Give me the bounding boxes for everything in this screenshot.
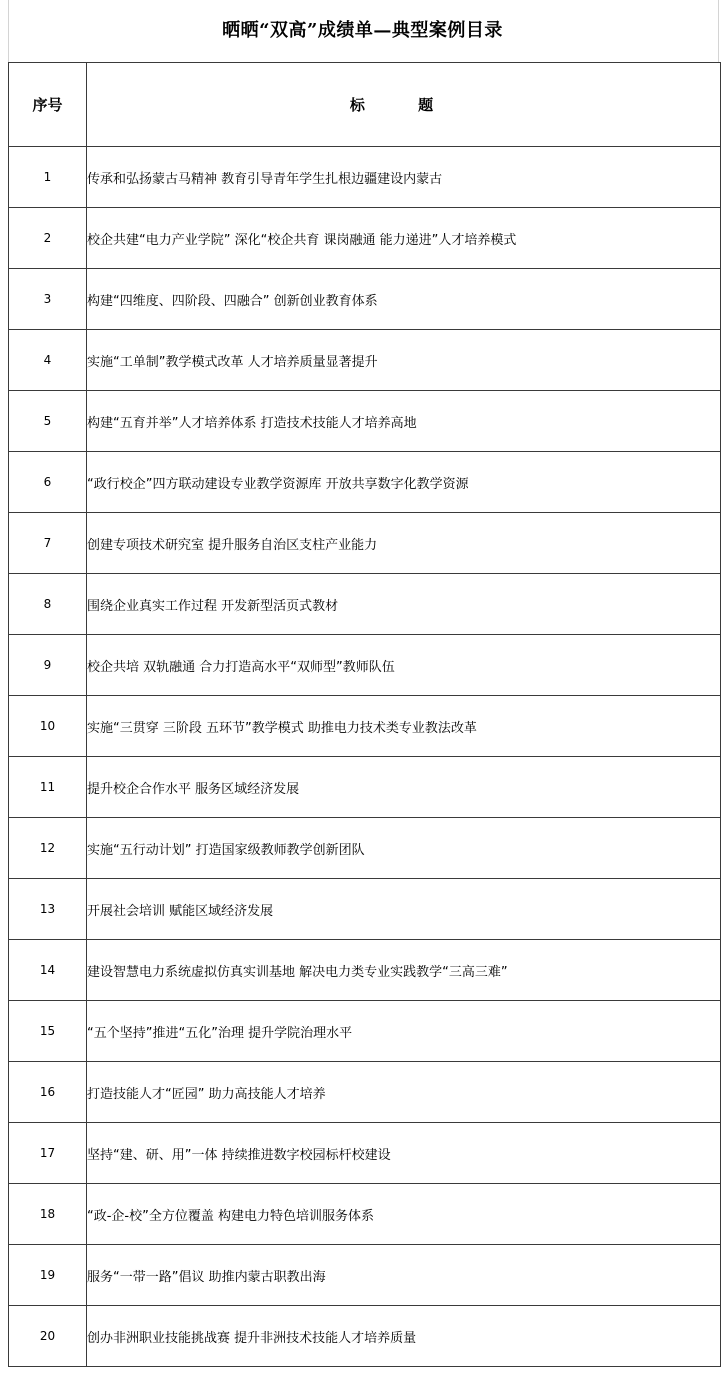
row-number: 17 <box>9 1123 87 1184</box>
table-row <box>9 391 721 452</box>
column-header-title: 标 题 <box>87 63 721 147</box>
table-row <box>9 208 721 269</box>
row-title: 校企共建“电力产业学院” 深化“校企共育 课岗融通 能力递进”人才培养模式 <box>87 208 721 269</box>
row-title: 开展社会培训 赋能区域经济发展 <box>87 879 721 940</box>
table-row <box>9 1062 721 1123</box>
table-row <box>9 1123 721 1184</box>
row-number: 2 <box>9 208 87 269</box>
table-row <box>9 269 721 330</box>
row-number: 8 <box>9 574 87 635</box>
row-title: 创办非洲职业技能挑战赛 提升非洲技术技能人才培养质量 <box>87 1306 721 1367</box>
row-title: 服务“一带一路”倡议 助推内蒙古职教出海 <box>87 1245 721 1306</box>
row-title: 创建专项技术研究室 提升服务自治区支柱产业能力 <box>87 513 721 574</box>
row-title: 构建“四维度、四阶段、四融合” 创新创业教育体系 <box>87 269 721 330</box>
row-number: 3 <box>9 269 87 330</box>
table-row <box>9 757 721 818</box>
row-title: 提升校企合作水平 服务区域经济发展 <box>87 757 721 818</box>
row-title: 实施“五行动计划” 打造国家级教师教学创新团队 <box>87 818 721 879</box>
row-title: “政行校企”四方联动建设专业教学资源库 开放共享数字化教学资源 <box>87 452 721 513</box>
row-title: 打造技能人才“匠园” 助力高技能人才培养 <box>87 1062 721 1123</box>
row-title: “政-企-校”全方位覆盖 构建电力特色培训服务体系 <box>87 1184 721 1245</box>
row-title: 传承和弘扬蒙古马精神 教育引导青年学生扎根边疆建设内蒙古 <box>87 147 721 208</box>
row-title: 校企共培 双轨融通 合力打造高水平“双师型”教师队伍 <box>87 635 721 696</box>
row-number: 5 <box>9 391 87 452</box>
row-title: 建设智慧电力系统虚拟仿真实训基地 解决电力类专业实践教学“三高三难” <box>87 940 721 1001</box>
row-number: 20 <box>9 1306 87 1367</box>
table-row <box>9 635 721 696</box>
table-row <box>9 940 721 1001</box>
table-header-row <box>9 63 721 147</box>
table-row <box>9 513 721 574</box>
row-title: 围绕企业真实工作过程 开发新型活页式教材 <box>87 574 721 635</box>
row-title: 构建“五育并举”人才培养体系 打造技术技能人才培养高地 <box>87 391 721 452</box>
row-number: 12 <box>9 818 87 879</box>
column-header-number: 序号 <box>9 63 87 147</box>
row-number: 4 <box>9 330 87 391</box>
row-number: 1 <box>9 147 87 208</box>
row-number: 11 <box>9 757 87 818</box>
row-number: 13 <box>9 879 87 940</box>
row-number: 9 <box>9 635 87 696</box>
row-title: 实施“工单制”教学模式改革 人才培养质量显著提升 <box>87 330 721 391</box>
table-row <box>9 147 721 208</box>
table-row <box>9 1245 721 1306</box>
table-row <box>9 1184 721 1245</box>
row-title: 实施“三贯穿 三阶段 五环节”教学模式 助推电力技术类专业教法改革 <box>87 696 721 757</box>
row-number: 19 <box>9 1245 87 1306</box>
row-number: 6 <box>9 452 87 513</box>
row-number: 10 <box>9 696 87 757</box>
table-row <box>9 1001 721 1062</box>
table-row <box>9 330 721 391</box>
row-number: 18 <box>9 1184 87 1245</box>
row-number: 15 <box>9 1001 87 1062</box>
row-number: 14 <box>9 940 87 1001</box>
row-title: 坚持“建、研、用”一体 持续推进数字校园标杆校建设 <box>87 1123 721 1184</box>
row-title: “五个坚持”推进“五化”治理 提升学院治理水平 <box>87 1001 721 1062</box>
case-catalog-table <box>8 62 721 1367</box>
table-row <box>9 1306 721 1367</box>
row-number: 16 <box>9 1062 87 1123</box>
table-row <box>9 452 721 513</box>
table-row <box>9 574 721 635</box>
table-row <box>9 696 721 757</box>
table-row <box>9 818 721 879</box>
row-number: 7 <box>9 513 87 574</box>
table-row <box>9 879 721 940</box>
document-title: 晒晒“双高”成绩单—典型案例目录 <box>222 20 503 41</box>
